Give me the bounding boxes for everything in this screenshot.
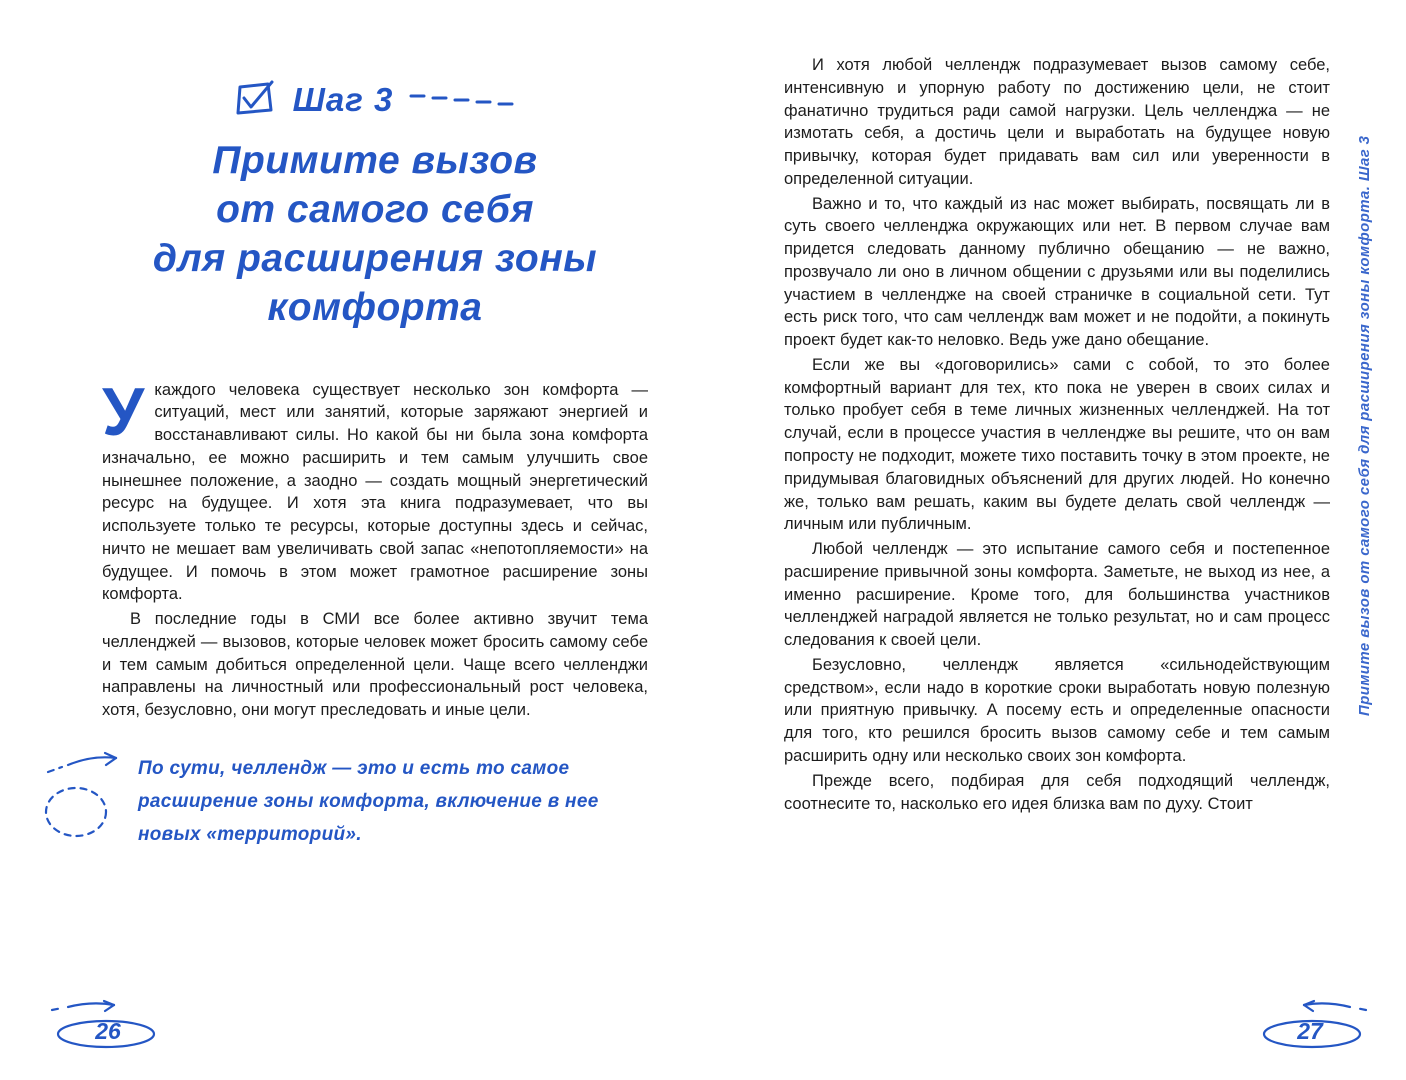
chapter-title-line: комфорта [267,286,483,330]
chapter-title-line: для расширения зоны [152,237,598,281]
paragraph: Любой челлендж — это испытание самого себя и постепенное расширение привычной зоны комфорта. Заметьте, не выход из нее, а именно расширение. Кроме того, для большинства участников челленджей наградой является не только результат, но и сам процесс следования к своей цели. [784,540,1330,650]
paragraph [102,373,648,607]
paragraph: Безусловно, челлендж является «сильнодействующим средством», если надо в короткие сроки выработать новую полезную или приятную привычку. А посему есть и определенные опасности для того, кто решился бросить вызов самому себе и тем самым расширить одну или несколько своих зон комфорта. [784,655,1330,765]
footer-left [48,998,168,1054]
paragraph: Прежде всего, подбирая для себя подходящий челлендж, соотнесите то, насколько его идея близка вам по духу. Стоит [784,771,1330,813]
running-vertical-title: Примите вызов от самого себя для расширения зоны комфорта. Шаг 3 [1356,135,1373,716]
paragraph: В последние годы в СМИ все более активно звучит тема челленджей — вызовов, которые человек может бросить самому себе и тем самым добиться определенной цели. Чаще всего челленджи направлены на личностный или профессиональный рост человека, хотя, безусловно, они могут преследовать и иные цели. [102,610,648,720]
dropcap-letter: У [102,373,145,450]
chapter-title [102,136,648,333]
page-number: 26 [95,1018,121,1044]
page-left [102,78,648,852]
paragraph: Если же вы «договорились» сами с собой, то это более комфортный вариант для тех, кто пока не уверен в своих силах и только пробует себя в теме личных жизненных челленджей. На тот случай, если в процессе участия в челлендже вы решите, что он вам попросту не подходит, можете тихо поставить точку в этом проекте, не придумывая благовидных объяснений для других людей. Но конечно же, только вам решать, каким вы будете делать свой челлендж — личным или публичным. [784,355,1330,534]
paragraph: И хотя любой челлендж подразумевает вызов самому себе, интенсивную и упорную работу по достижению цели, не стоит фанатично трудиться ради самой нагрузки. Цель челленджа — не измотать себя, а достичь цели и выработать на будущее новую привычку, которая будет придавать вам сил или уверенности в определенной ситуации. [784,56,1330,188]
footer-right [1250,998,1370,1054]
page-number: 27 [1297,1018,1323,1044]
paragraph-text: каждого человека существует несколько зон комфорта — ситуаций, мест или занятий, которые заряжают энергией и восстанавливают силы. Но какой бы ни была зона комфорта изначально, ее можно расширить и тем самым улучшить свое нынешнее положение, а заодно — создать мощный энергетический ресурс на будущее. И хотя эта книга подразумевает, что вы используете только те ресурсы, которые доступны здесь и сейчас, ничто не мешает вам увеличивать свой запас «непотопляемости» на будущее. И помочь в этом может грамотное расширение зоны комфорта. [102,380,648,604]
handwritten-note-block [102,752,648,852]
checkbox-doodle-icon [229,78,277,122]
paragraph: Важно и то, что каждый из нас может выбирать, посвящать ли в суть своего челленджа окружающих или нет. В первом случае вам придется следовать данному публично обещанию — не важно, прозвучало ли оно в личном общении с друзьями или вы поделились участием в челлендже на своей страничке в социальной сети. Тут есть риск того, что сам челлендж вам может и не подойти, а покинуть проект будет как-то неловко. Ведь уже дано обещание. [784,194,1330,350]
step-label: Шаг 3 [292,81,394,118]
dashed-circle-arrow-doodle-icon [40,746,160,856]
chapter-title-line: от самого себя [216,188,534,232]
handwritten-note: По сути, челлендж — это и есть то самое расширение зоны комфорта, включение в нее новых «территорий». [138,757,599,846]
page-right [784,54,1330,815]
step-header [102,78,648,122]
chapter-title-line: Примите вызов [212,139,538,182]
dashed-underline-decoration [409,90,521,110]
